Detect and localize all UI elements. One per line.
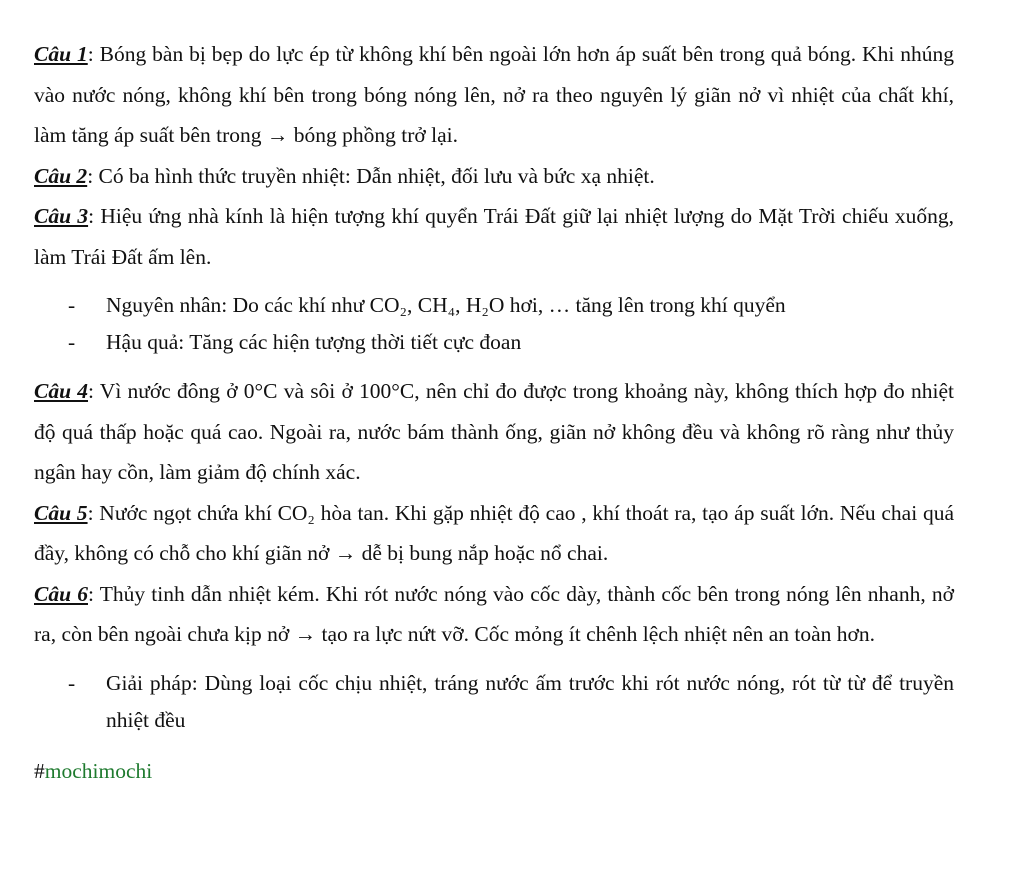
answer-1 <box>34 34 954 156</box>
answer-6-text: : Thủy tinh dẫn nhiệt kém. Khi rót nước nóng vào cốc dày, thành cốc bên trong nóng lên nhanh, nở ra, còn bên ngoài chưa kịp nở → tạo ra lực nứt vỡ. Cốc mỏng ít chênh lệch nhiệt nên an toàn hơn. <box>34 581 954 646</box>
answer-4-text: : Vì nước đông ở 0°C và sôi ở 100°C, nên chỉ đo được trong khoảng này, không thích hợp đo nhiệt độ quá thấp hoặc quá cao. Ngoài ra, nước bám thành ống, giãn nở không đều và không rõ ràng như thủy ngân hay cồn, làm giảm độ chính xác. <box>34 379 954 484</box>
answer-2-text: : Có ba hình thức truyền nhiệt: Dẫn nhiệt, đối lưu và bức xạ nhiệt. <box>87 163 655 188</box>
bullet-item <box>34 665 954 739</box>
answer-2-label: Câu 2 <box>34 163 88 188</box>
answer-6 <box>34 574 954 655</box>
answer-5 <box>34 493 954 574</box>
answer-6-bullet-list <box>34 665 954 739</box>
bullet-marker: - <box>68 293 76 317</box>
answer-2 <box>34 156 954 197</box>
bullet-item <box>34 287 954 324</box>
hashtag <box>34 751 954 791</box>
answer-4-label: Câu 4 <box>34 379 89 403</box>
bullet-text: Nguyên nhân: Do các khí như CO₂, CH₄, H₂O hơi, … tăng lên trong khí quyển <box>106 293 786 317</box>
bullet-marker: - <box>68 670 76 695</box>
bullet-item <box>34 324 954 361</box>
answer-3-bullet-list <box>34 287 954 361</box>
answer-3 <box>34 196 954 277</box>
answer-6-label: Câu 6 <box>34 581 88 606</box>
answer-3-label: Câu 3 <box>34 204 89 228</box>
bullet-text: Hậu quả: Tăng các hiện tượng thời tiết cực đoan <box>106 330 522 354</box>
bullet-marker: - <box>68 330 76 354</box>
hashtag-symbol: # <box>34 758 45 783</box>
answer-4 <box>34 371 954 493</box>
answer-5-text: : Nước ngọt chứa khí CO₂ hòa tan. Khi gặp nhiệt độ cao , khí thoát ra, tạo áp suất lớn. Nếu chai quá đầy, không có chỗ cho khí giãn nở → dễ bị bung nắp hoặc nổ chai. <box>34 500 954 565</box>
bullet-text: Giải pháp: Dùng loại cốc chịu nhiệt, tráng nước ấm trước khi rót nước nóng, rót từ từ để truyền nhiệt đều <box>106 670 954 732</box>
answer-5-label: Câu 5 <box>34 500 88 525</box>
hashtag-text: mochimochi <box>44 758 153 783</box>
answer-3-text: : Hiệu ứng nhà kính là hiện tượng khí quyển Trái Đất giữ lại nhiệt lượng do Mặt Trời chiếu xuống, làm Trái Đất ấm lên. <box>34 204 954 269</box>
answer-1-text: : Bóng bàn bị bẹp do lực ép từ không khí bên ngoài lớn hơn áp suất bên trong quả bóng. Khi nhúng vào nước nóng, không khí bên trong bóng nóng lên, nở ra theo nguyên lý giãn nở vì nhiệt của chất khí, làm tăng áp suất bên trong → bóng phồng trở lại. <box>34 42 954 147</box>
answer-1-label: Câu 1 <box>34 42 88 66</box>
